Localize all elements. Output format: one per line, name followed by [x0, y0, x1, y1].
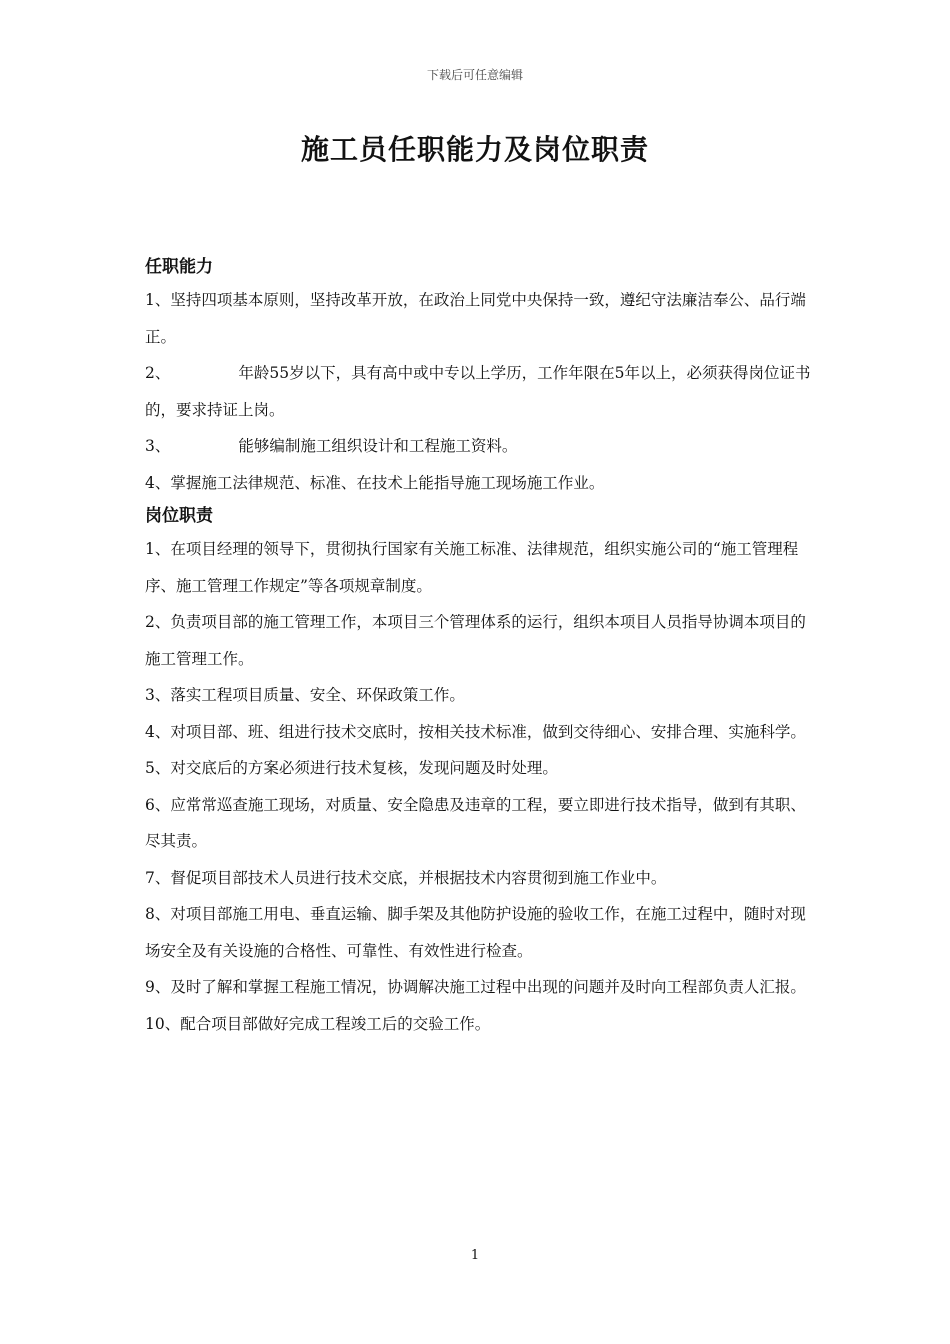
item-number: 8、: [145, 905, 171, 923]
item-number: 2、: [145, 613, 171, 631]
item-number: 3、: [145, 437, 171, 455]
item-number: 3、: [145, 686, 171, 704]
item-number: 10、: [145, 1014, 181, 1033]
responsibility-item: [145, 787, 820, 860]
document-title: 施工员任职能力及岗位职责: [300, 133, 649, 166]
qualification-item: [145, 282, 820, 355]
qualification-item: [145, 355, 820, 428]
item-text: 落实工程项目质量、安全、环保政策工作。: [170, 686, 465, 704]
item-number: 4、: [145, 473, 171, 492]
item-number: 9、: [145, 978, 171, 996]
item-number: 1、: [145, 540, 171, 558]
item-text: 配合项目部做好完成工程竣工后的交验工作。: [180, 1014, 491, 1033]
item-text: 负责项目部的施工管理工作，本项目三个管理体系的运行，组织本项目人员指导协调本项目的施工管理工作。: [145, 613, 806, 668]
item-text: 年龄55岁以下，具有高中或中专以上学历，工作年限在5年以上，必须获得岗位证书的，要求持证上岗。: [145, 364, 811, 419]
item-number: 7、: [145, 868, 171, 887]
qualification-item: [145, 465, 820, 502]
qualification-item: [145, 428, 820, 465]
responsibility-item: [145, 677, 820, 714]
item-number: 6、: [145, 795, 171, 814]
responsibility-item: [145, 896, 820, 969]
item-text: 能够编制施工组织设计和工程施工资料。: [238, 437, 518, 455]
item-text: 督促项目部技术人员进行技术交底，并根据技术内容贯彻到施工作业中。: [170, 868, 667, 887]
responsibility-item: [145, 860, 820, 897]
item-text: 在项目经理的领导下，贯彻执行国家有关施工标准、法律规范，组织实施公司的“施工管理程序、施工管理工作规定”等各项规章制度。: [145, 540, 799, 595]
item-number: 4、: [145, 722, 171, 741]
responsibility-item: [145, 604, 820, 677]
item-text: 及时了解和掌握工程施工情况，协调解决施工过程中出现的问题并及时向工程部负责人汇报。: [170, 978, 806, 996]
item-number: 2、: [145, 364, 171, 382]
item-number: 5、: [145, 759, 171, 777]
responsibility-item: [145, 531, 820, 604]
item-number: 1、: [145, 291, 171, 309]
item-text: 对项目部施工用电、垂直运输、脚手架及其他防护设施的验收工作，在施工过程中，随时对现场安全及有关设施的合格性、可靠性、有效性进行检查。: [145, 905, 806, 960]
responsibility-item: [145, 714, 820, 751]
page-header: 下载后可任意编辑: [426, 68, 523, 82]
item-text: 对交底后的方案必须进行技术复核，发现问题及时处理。: [170, 759, 558, 777]
section-heading-responsibilities: 岗位职责: [145, 506, 213, 526]
section-heading-qualifications: 任职能力: [145, 257, 213, 277]
item-text: 对项目部、班、组进行技术交底时，按相关技术标准，做到交待细心、安排合理、实施科学。: [170, 722, 806, 741]
item-text: 应常常巡查施工现场，对质量、安全隐患及违章的工程，要立即进行技术指导，做到有其职、尽其责。: [145, 795, 806, 850]
item-text: 坚持四项基本原则，坚持改革开放，在政治上同党中央保持一致，遵纪守法廉洁奉公、品行端正。: [145, 291, 806, 346]
page-number: 1: [470, 1248, 480, 1263]
item-text: 掌握施工法律规范、标准、在技术上能指导施工现场施工作业。: [170, 473, 605, 492]
responsibility-item: [145, 969, 820, 1006]
document-body: [145, 252, 820, 1042]
responsibility-item: [145, 750, 820, 787]
responsibility-item: [145, 1006, 820, 1043]
